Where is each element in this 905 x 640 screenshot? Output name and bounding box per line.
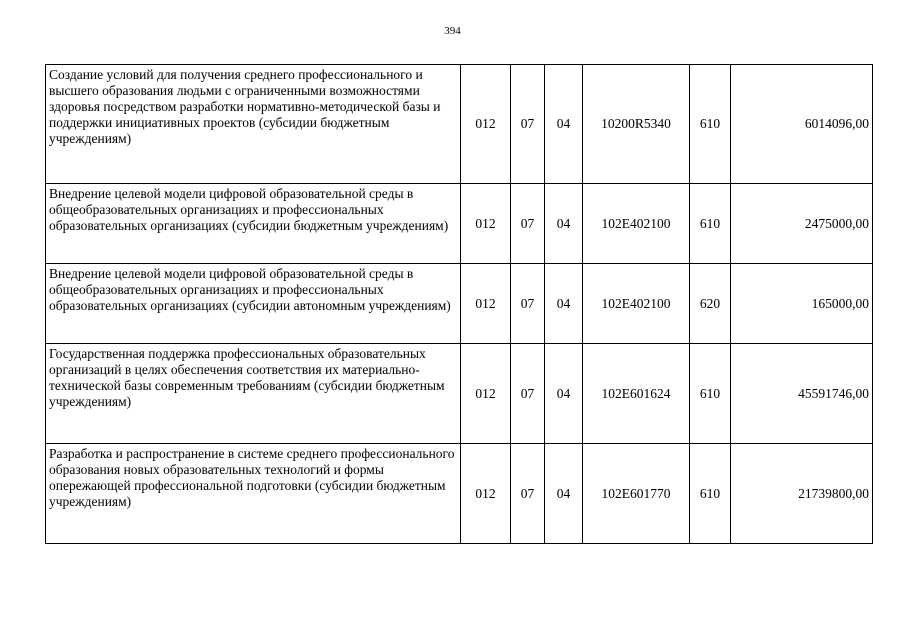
- subsection-code: 04: [545, 444, 583, 544]
- budget-table: [45, 64, 873, 544]
- subsection-code: 04: [545, 65, 583, 184]
- table-row: [46, 184, 873, 264]
- table-row: [46, 65, 873, 184]
- target-article-code: 102E601624: [583, 344, 690, 444]
- amount-value: 2475000,00: [731, 184, 873, 264]
- row-description: Разработка и распространение в системе среднего профессионального образования новых образовательных технологий и формы опережающей профессиональной подготовки (субсидии бюджетным учреждениям): [46, 444, 461, 544]
- row-description: Внедрение целевой модели цифровой образовательной среды в общеобразовательных организациях и профессиональных образовательных организациях (субсидии бюджетным учреждениям): [46, 184, 461, 264]
- row-description: Внедрение целевой модели цифровой образовательной среды в общеобразовательных организациях и профессиональных образовательных организациях (субсидии автономным учреждениям): [46, 264, 461, 344]
- ministry-code: 012: [461, 264, 511, 344]
- subsection-code: 04: [545, 184, 583, 264]
- amount-value: 21739800,00: [731, 444, 873, 544]
- section-code: 07: [511, 264, 545, 344]
- expense-type-code: 620: [690, 264, 731, 344]
- ministry-code: 012: [461, 65, 511, 184]
- section-code: 07: [511, 65, 545, 184]
- row-description: Создание условий для получения среднего профессионального и высшего образования людьми с ограниченными возможностями здоровья посредством разработки нормативно-методической базы и поддержки инициативных проектов (субсидии бюджетным учреждениям): [46, 65, 461, 184]
- amount-value: 6014096,00: [731, 65, 873, 184]
- expense-type-code: 610: [690, 344, 731, 444]
- target-article-code: 102E402100: [583, 264, 690, 344]
- target-article-code: 10200R5340: [583, 65, 690, 184]
- ministry-code: 012: [461, 444, 511, 544]
- expense-type-code: 610: [690, 65, 731, 184]
- target-article-code: 102E601770: [583, 444, 690, 544]
- section-code: 07: [511, 444, 545, 544]
- target-article-code: 102E402100: [583, 184, 690, 264]
- section-code: 07: [511, 344, 545, 444]
- amount-value: 165000,00: [731, 264, 873, 344]
- row-description: Государственная поддержка профессиональных образовательных организаций в целях обеспечения соответствия их материально-технической базы современным требованиям (субсидии бюджетным учреждениям): [46, 344, 461, 444]
- table-row: [46, 444, 873, 544]
- expense-type-code: 610: [690, 444, 731, 544]
- section-code: 07: [511, 184, 545, 264]
- ministry-code: 012: [461, 344, 511, 444]
- page-number: 394: [444, 25, 461, 37]
- expense-type-code: 610: [690, 184, 731, 264]
- subsection-code: 04: [545, 264, 583, 344]
- amount-value: 45591746,00: [731, 344, 873, 444]
- ministry-code: 012: [461, 184, 511, 264]
- subsection-code: 04: [545, 344, 583, 444]
- table-row: [46, 344, 873, 444]
- table-row: [46, 264, 873, 344]
